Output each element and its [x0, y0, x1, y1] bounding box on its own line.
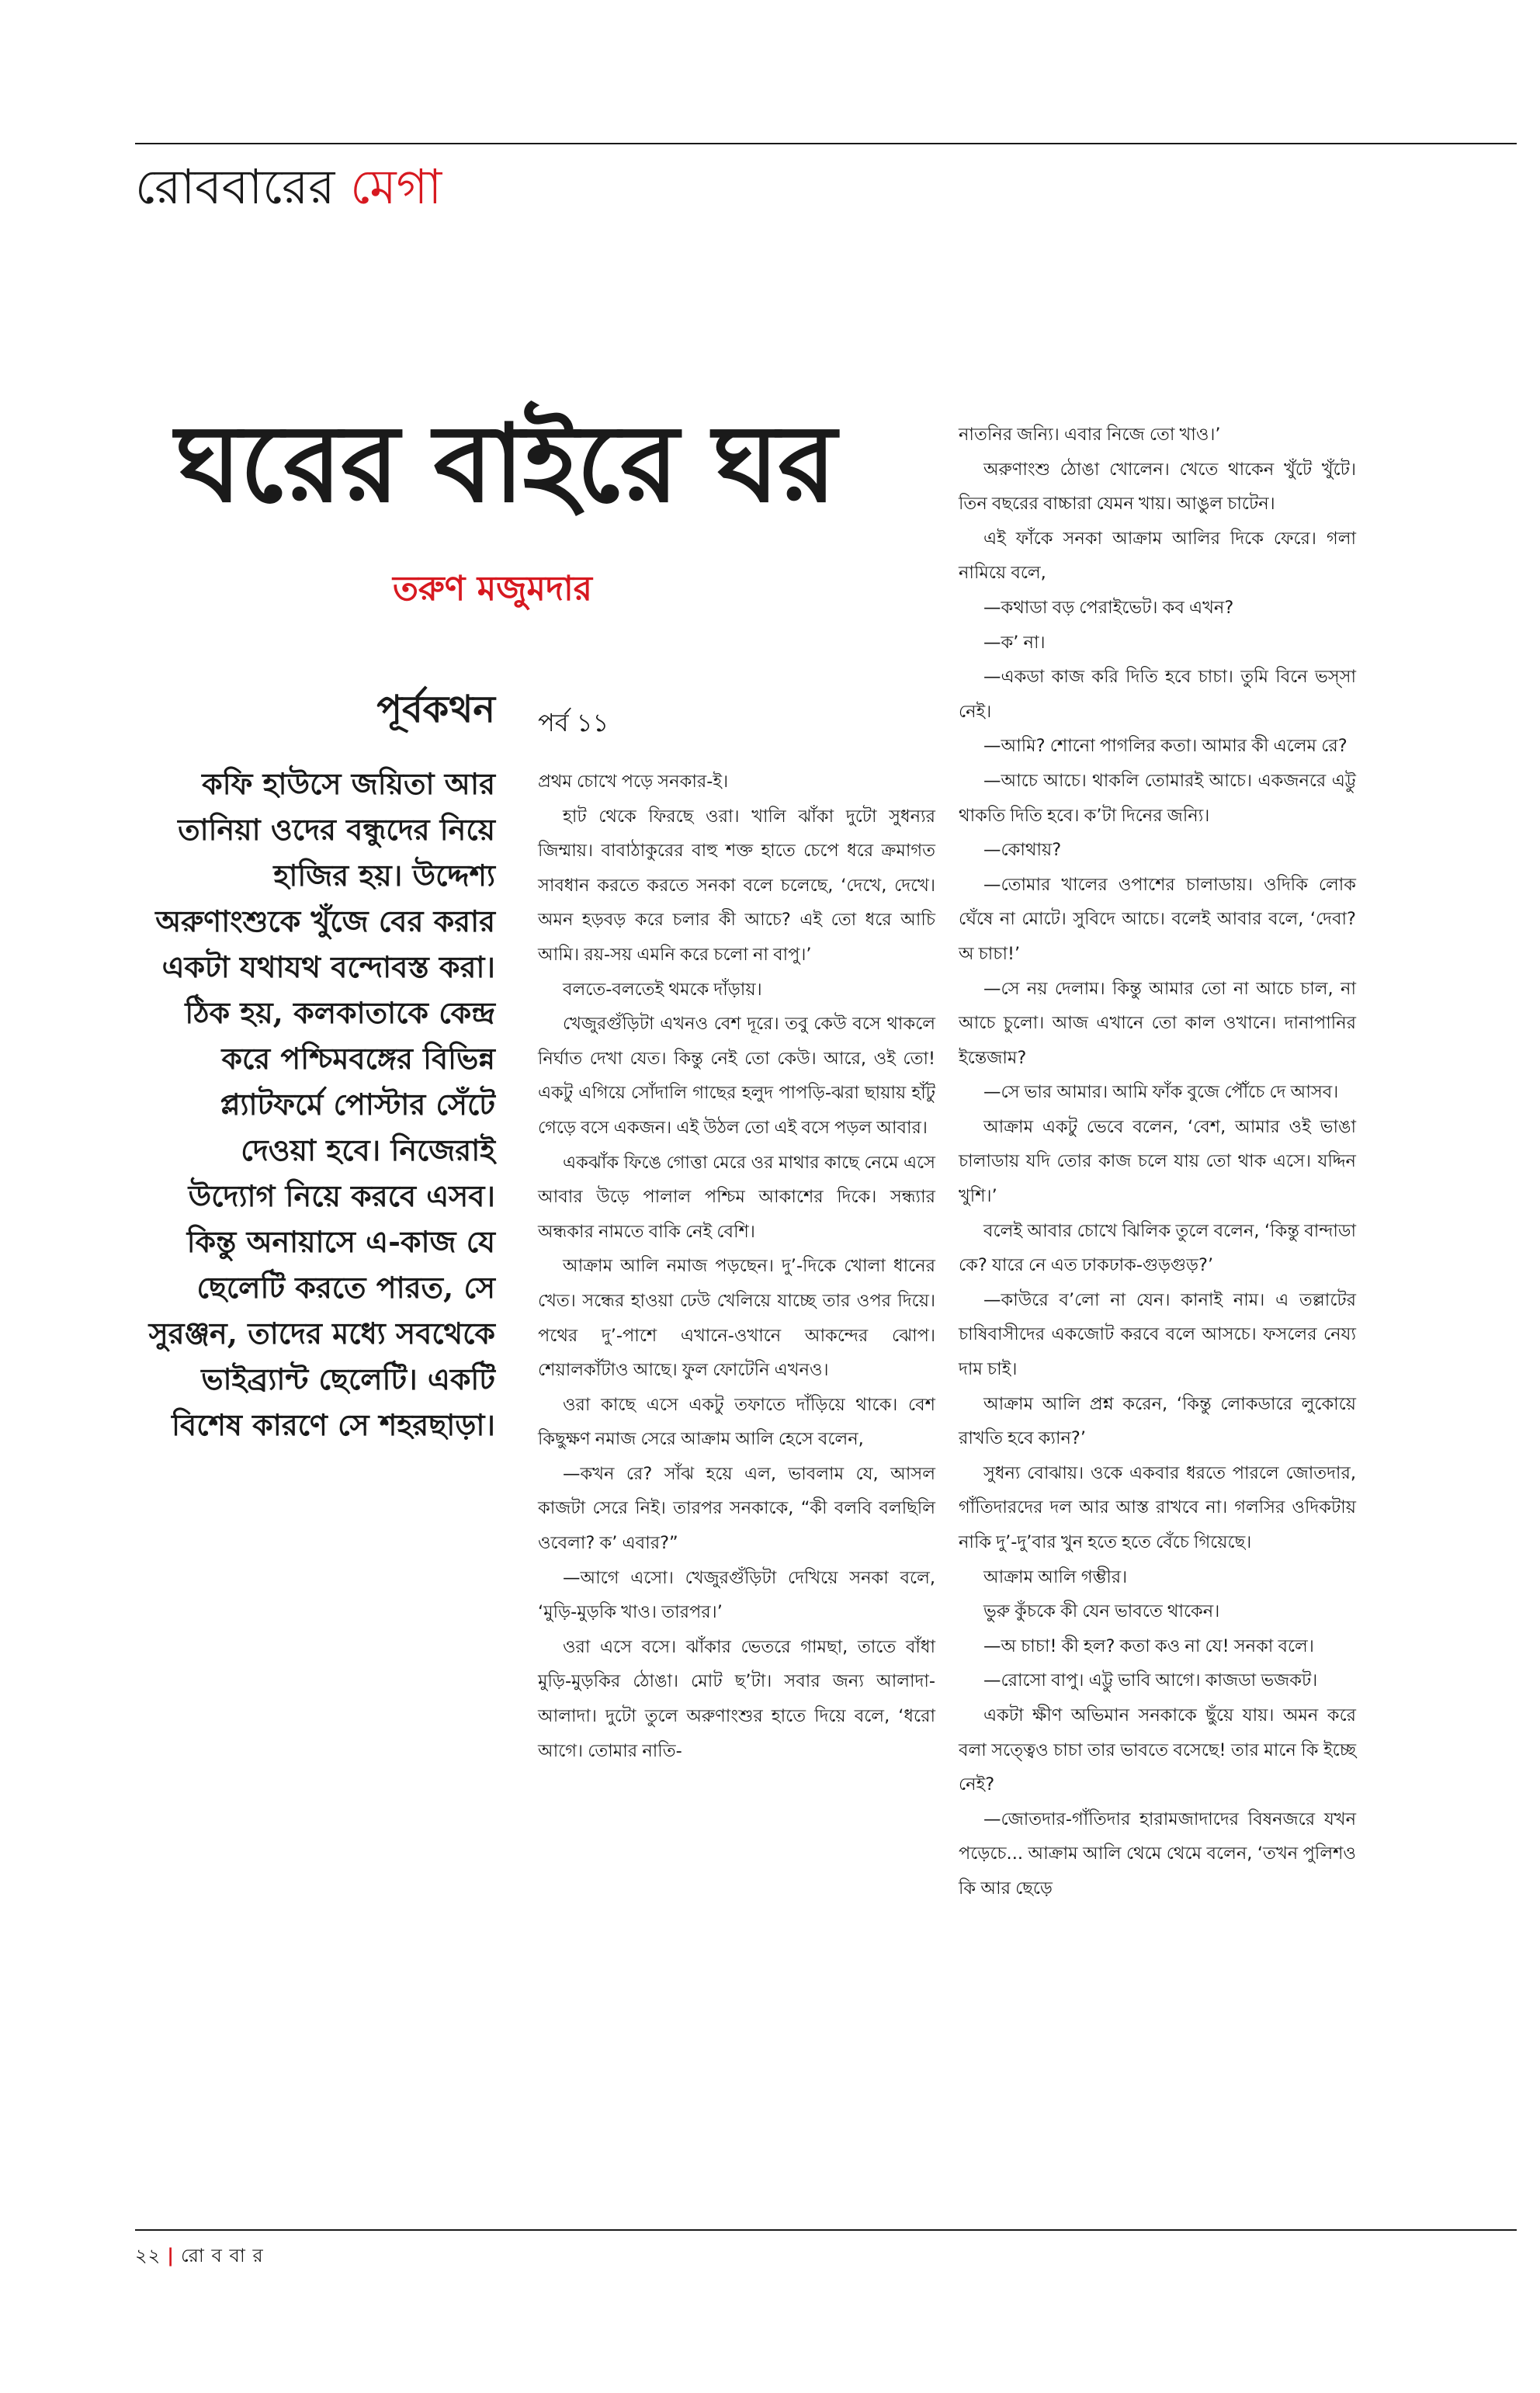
paragraph: —একডা কাজ করি দিতি হবে চাচা। তুমি বিনে ভস্‌সা নেই। — [959, 667, 1356, 722]
paragraph: —তোমার খালের ওপাশের চালাডায়। ওদিকি লোক ঘেঁষে না মোটে। সুবিদে আচে। বলেই আবার বলে, ‘দেবা? অ চাচা!’ — [959, 874, 1356, 964]
paragraph: —আগে এসো। খেজুরগুঁড়িটা দেখিয়ে সনকা বলে, ‘মুড়ি-মুড়কি খাও। তারপর।’ — [538, 1567, 935, 1623]
section-label-accent: মেগা — [350, 158, 442, 215]
paragraph: —কাউরে ব’লো না যেন। কানাই নাম। এ তল্লাটের চাষিবাসীদের একজোট করবে বলে আসচে। ফসলের নেয্য দাম চাই। — [959, 1289, 1356, 1380]
paragraph: —ক’ না। — [983, 632, 1046, 653]
paragraph: —আচে আচে। থাকলি তোমারই আচে। একজনরে এট্টু থাকতি দিতি হবে। ক’টা দিনের জন্যি। — [959, 770, 1356, 826]
paragraph: খেজুরগুঁড়িটা এখনও বেশ দূরে। তবু কেউ বসে থাকলে নির্ঘাত দেখা যেত। কিন্তু নেই তো কেউ। আরে, ওই তো! একটু এগিয়ে সোঁদালি গাছের হলুদ পাপড়ি-ঝরা ছায়ায় হাঁটু গেড়ে বসে একজন। এই উঠল তো এই বসে পড়ল আবার। — [538, 1014, 935, 1138]
story-author: তরুণ মজুমদার — [393, 569, 593, 609]
paragraph: আক্রাম আলি নমাজ পড়ছেন। দু’-দিকে খোলা ধানের খেত। সন্ধের হাওয়া ঢেউ খেলিয়ে যাচ্ছে তার ওপর দিয়ে। পথের দু’-পাশে এখানে-ওখানে আকন্দের ঝোপ। শেয়ালকাঁটাও আছে। ফুল ফোটেনি এখনও। — [538, 1256, 935, 1381]
paragraph: এই ফাঁকে সনকা আক্রাম আলির দিকে ফেরে। গলা নামিয়ে বলে, — [959, 528, 1356, 584]
paragraph: একটা ক্ষীণ অভিমান সনকাকে ছুঁয়ে যায়। অমন করে বলা সত্ত্বেও চাচা তার ভাবতে বসেছে! তার মানে কি ইচ্ছে নেই? — [959, 1705, 1356, 1795]
prologue-heading: পূর্বকথন — [376, 688, 495, 731]
paragraph: আক্রাম একটু ভেবে বলেন, ‘বেশ, আমার ওই ভাঙা চালাডায় যদি তোর কাজ চলে যায় তো থাক এসে। যদ্দিন খুশি।’ — [959, 1116, 1356, 1207]
page-folio — [135, 2242, 264, 2273]
magazine-name: রো ব বা র — [180, 2245, 264, 2266]
paragraph: ওরা এসে বসে। ঝাঁকার ভেতরে গামছা, তাতে বাঁধা মুড়ি-মুড়কির ঠোঙা। মোট ছ’টা। সবার জন্য আলাদা-আলাদা। দুটো তুলে অরুণাংশুর হাতে দিয়ে বলে, ‘ধরো আগে। তোমার নাতি- — [538, 1636, 935, 1761]
paragraph: প্রথম চোখে পড়ে সনকার-ই। — [538, 772, 729, 792]
paragraph: একঝাঁক ফিঙে গোত্তা মেরে ওর মাথার কাছে নেমে এসে আবার উড়ে পালাল পশ্চিম আকাশের দিকে। সন্ধ্যার অন্ধকার নামতে বাকি নেই বেশি। — [538, 1152, 935, 1242]
footer-rule — [135, 2229, 1517, 2231]
paragraph: —কখন রে? সাঁঝ হয়ে এল, ভাবলাম যে, আসল কাজটা সেরে নিই। তারপর সনকাকে, “কী বলবি বলছিলি ওবেলা? ক’ এবার?” — [538, 1463, 935, 1554]
header-rule — [135, 143, 1517, 144]
prologue-paragraph: কফি হাউসে জয়িতা আর তানিয়া ওদের বন্ধুদের নিয়ে হাজির হয়। উদ্দেশ্য অরুণাংশুকে খুঁজে বের করার একটা যথাযথ বন্দোবস্ত করা। ঠিক হয়, কলকাতাকে কেন্দ্র করে পশ্চিমবঙ্গের বিভিন্ন প্ল্যাটফর্মে পোস্টার সেঁটে দেওয়া হবে। নিজেরাই উদ্যোগ নিয়ে করবে এসব। কিন্তু অনায়াসে এ-কাজ যে ছেলেটি করতে পারত, সে সুরঞ্জন, তাদের মধ্যে সবথেকে ভাইব্র্যান্ট ছেলেটি। একটি বিশেষ কারণে সে শহরছাড়া। — [148, 766, 495, 1442]
paragraph: —আমি? শোনো পাগলির কতা। আমার কী এলেম রে? — [983, 736, 1348, 757]
paragraph: —কোথায়? — [983, 840, 1062, 861]
paragraph: —রোসো বাপু। এট্টু ভাবি আগে। কাজডা ভজকট। — [983, 1670, 1318, 1691]
paragraph: ওরা কাছে এসে একটু তফাতে দাঁড়িয়ে থাকে। বেশ কিছুক্ষণ নমাজ সেরে আক্রাম আলি হেসে বলেন, — [538, 1394, 935, 1450]
paragraph: —জোতদার-গাঁতিদার হারামজাদাদের বিষনজরে যখন পড়েচে... আক্রাম আলি থেমে থেমে বলেন, ‘তখন পুলিশও কি আর ছেড়ে — [959, 1809, 1356, 1899]
paragraph: সুধন্য বোঝায়। ওকে একবার ধরতে পারলে জোতদার, গাঁতিদারদের দল আর আস্ত রাখবে না। গলসির ওদিকটায় নাকি দু’-দু’বার খুন হতে হতে বেঁচে গিয়েছে। — [959, 1462, 1356, 1552]
text-column-2 — [959, 418, 1356, 1906]
paragraph: —সে ভার আমার। আমি ফাঁক বুজে পৌঁচে দে আসব। — [983, 1082, 1339, 1103]
paragraph: আক্রাম আলি গম্ভীর। — [983, 1566, 1128, 1587]
folio-separator: | — [167, 2245, 175, 2266]
paragraph: —কথাডা বড় পেরাইভেট। কব এখন? — [983, 597, 1234, 618]
paragraph: নাতনির জন্যি। এবার নিজে তো খাও।’ — [959, 425, 1221, 445]
paragraph: —অ চাচা! কী হল? কতা কও না যে! সনকা বলে। — [983, 1635, 1314, 1656]
story-title: ঘরের বাইরে ঘর — [175, 400, 835, 526]
page-number: ২২ — [135, 2245, 161, 2266]
section-label-main: রোববারের — [135, 158, 335, 215]
section-label — [135, 158, 442, 215]
paragraph: অরুণাংশু ঠোঙা খোলেন। খেতে থাকেন খুঁটে খুঁটে। তিন বছরের বাচ্চারা যেমন খায়। আঙুল চাটেন। — [959, 459, 1356, 515]
text-column-1 — [538, 765, 935, 1768]
paragraph: বলতে-বলতেই থমকে দাঁড়ায়। — [563, 979, 762, 1000]
paragraph: হাট থেকে ফিরছে ওরা। খালি ঝাঁকা দুটো সুধন্যর জিম্মায়। বাবাঠাকুরের বাহু শক্ত হাতে চেপে ধরে ক্রমাগত সাবধান করতে করতে সনকা বলে চলেছে, ‘দেখে, দেখে। অমন হড়বড় করে চলার কী আচে? এই তো ধরে আচি আমি। রয়-সয় এমনি করে চলো না বাপু।’ — [538, 806, 935, 965]
paragraph: বলেই আবার চোখে ঝিলিক তুলে বলেন, ‘কিন্তু বান্দাডা কে? যারে নে এত ঢাকঢাক-গুড়গুড়?’ — [959, 1220, 1356, 1276]
episode-number: পর্ব ১১ — [538, 708, 609, 737]
paragraph: আক্রাম আলি প্রশ্ন করেন, ‘কিন্তু লোকডারে লুকোয়ে রাখতি হবে ক্যান?’ — [959, 1393, 1356, 1449]
prologue-text — [147, 761, 495, 1448]
paragraph: —সে নয় দেলাম। কিন্তু আমার তো না আচে চাল, না আচে চুলো। আজ এখানে তো কাল ওখানে। দানাপানির ইন্তেজাম? — [959, 978, 1356, 1068]
paragraph: ভুরু কুঁচকে কী যেন ভাবতে থাকেন। — [983, 1601, 1220, 1622]
